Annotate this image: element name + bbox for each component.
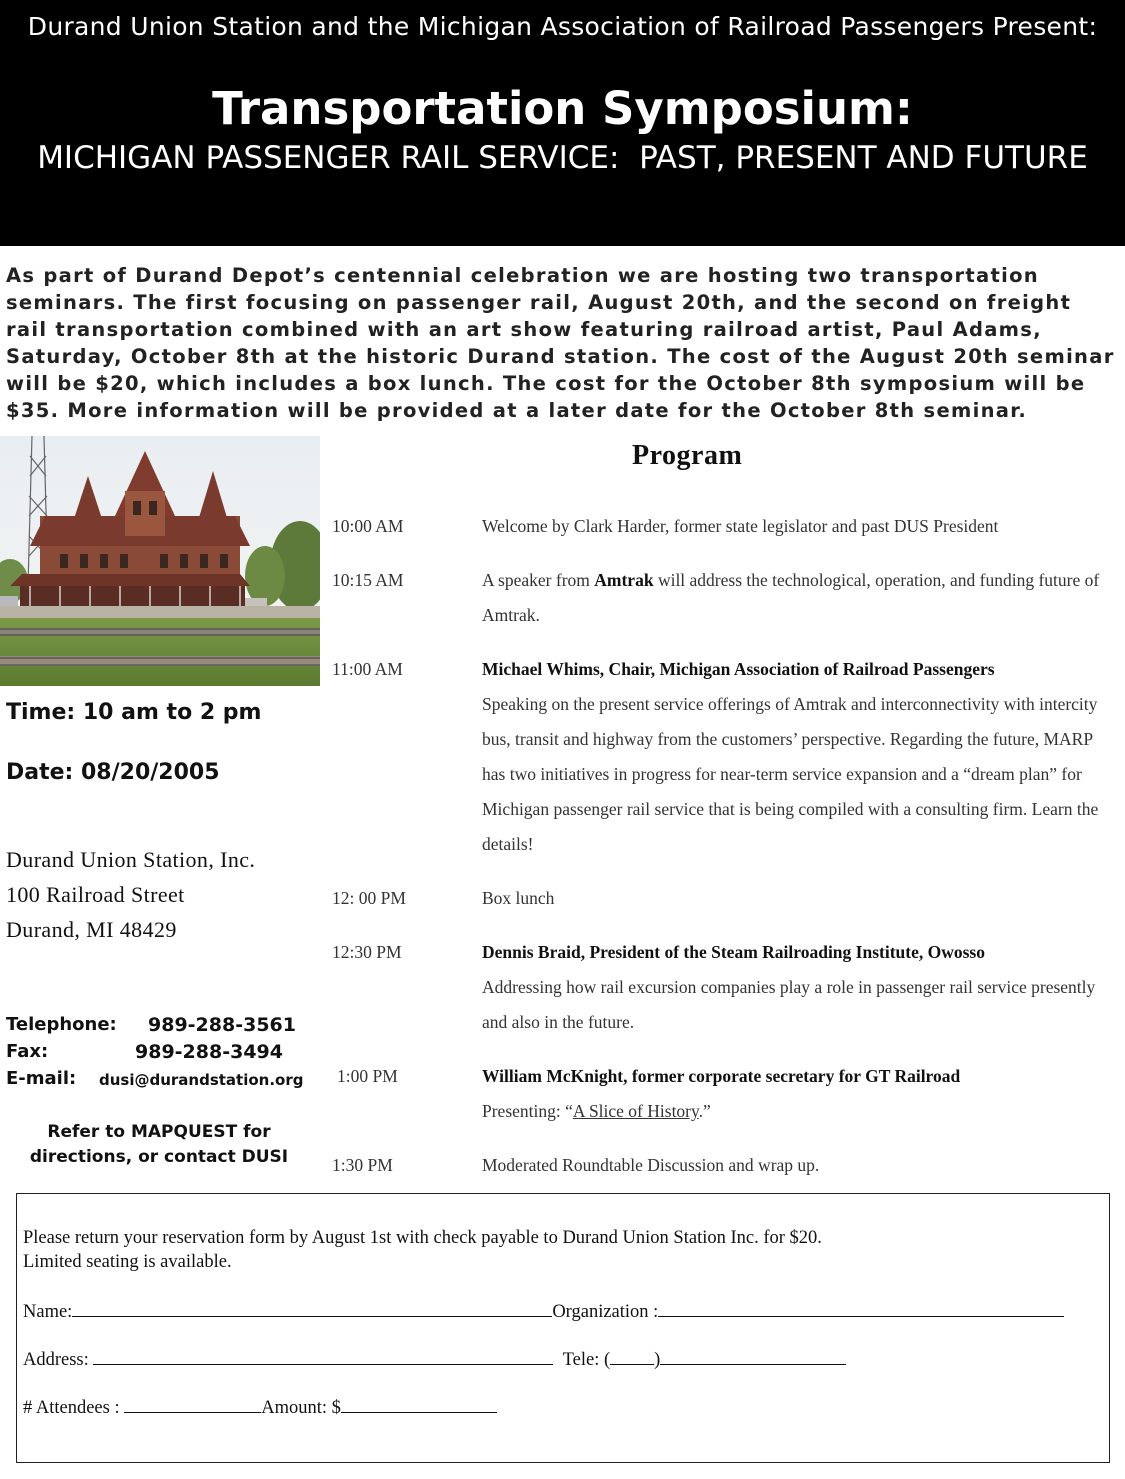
form-instructions-line-2: Limited seating is available. bbox=[23, 1252, 232, 1272]
name-label: Name: bbox=[23, 1302, 73, 1322]
program-item bbox=[482, 1059, 1118, 1129]
program-time: 12:30 PM bbox=[332, 942, 402, 962]
program-item-text: Moderated Roundtable Discussion and wrap up. bbox=[482, 1155, 820, 1175]
area-code-field[interactable] bbox=[610, 1346, 654, 1365]
program-item-text: Addressing how rail excursion companies play a role in passenger rail service presently and also in the future. bbox=[482, 977, 1096, 1032]
attendees-label: # Attendees : bbox=[23, 1398, 120, 1418]
event-date: Date: 08/20/2005 bbox=[6, 760, 220, 785]
tele-label: Tele: ( bbox=[562, 1350, 611, 1370]
program-time: 12: 00 PM bbox=[332, 888, 406, 908]
directions-line-1: Refer to MAPQUEST for bbox=[47, 1122, 271, 1142]
program-item-speaker: Amtrak bbox=[594, 570, 654, 590]
slice-of-history-link[interactable]: A Slice of History bbox=[572, 1101, 699, 1121]
program-item-text: Speaking on the present service offerings of Amtrak and interconnectivity with intercity bus, transit and highway from the customers’ perspective. Regarding the future, MARP has two initiatives in progress for near-term service expansion and a “dream plan” for Michigan passenger rail service that is being compiled with a consulting firm. Learn the details! bbox=[482, 694, 1099, 854]
program-time: 10:15 AM bbox=[332, 570, 404, 590]
program-time: 11:00 AM bbox=[332, 659, 403, 679]
email-address[interactable]: dusi@durandstation.org bbox=[99, 1071, 304, 1089]
organization-field[interactable] bbox=[658, 1298, 1064, 1317]
attendees-row bbox=[23, 1394, 497, 1419]
form-instructions bbox=[23, 1226, 822, 1274]
program-heading: Program bbox=[632, 440, 743, 471]
address-label: Address: bbox=[23, 1350, 89, 1370]
program-item-text: A speaker from bbox=[482, 570, 595, 590]
intro-paragraph: As part of Durand Depot’s centennial celebration we are hosting two transportation seminars. The first focusing on passenger rail, August 20th, and the second on freight rail transportation combined with an art show featuring railroad artist, Paul Adams, Saturday, October 8th at the historic Durand station. The cost of the August 20th seminar will be $20, which includes a box lunch. The cost for the October 8th symposium will be $35. More information will be provided at a later date for the October 8th seminar. bbox=[6, 264, 1115, 422]
program-item bbox=[482, 935, 1118, 1040]
header-banner bbox=[0, 0, 1125, 246]
program-item-text: will address the technological, operation, and funding future of Amtrak. bbox=[482, 570, 1100, 625]
directions-line-2: directions, or contact DUSI bbox=[29, 1147, 289, 1167]
venue-street: 100 Railroad Street bbox=[6, 882, 185, 907]
program-item bbox=[482, 652, 1118, 862]
telephone-field[interactable] bbox=[660, 1346, 846, 1365]
directions-note bbox=[0, 1120, 318, 1170]
program-item-text: Welcome by Clark Harder, former state legislator and past DUS President bbox=[482, 516, 999, 536]
attendees-field[interactable] bbox=[124, 1394, 261, 1413]
venue-name: Durand Union Station, Inc. bbox=[6, 847, 256, 872]
phone-number: 989-288-3561 bbox=[148, 1014, 296, 1036]
program-item bbox=[482, 1148, 1118, 1183]
contact-info bbox=[6, 1014, 326, 1095]
fax-label: Fax: bbox=[6, 1041, 49, 1062]
program-item-text: .” bbox=[698, 1101, 711, 1121]
page-title: Transportation Symposium: bbox=[212, 82, 913, 135]
form-instructions-line-1: Please return your reservation form by August 1st with check payable to Durand Union Station Inc. for $20. bbox=[23, 1228, 822, 1248]
address-row bbox=[23, 1346, 846, 1371]
program-item-speaker: Dennis Braid, President of the Steam Railroading Institute, Owosso bbox=[482, 942, 985, 962]
address-field[interactable] bbox=[93, 1346, 553, 1365]
program-item-text: Presenting: “ bbox=[482, 1101, 573, 1121]
name-row bbox=[23, 1298, 1064, 1323]
program-item bbox=[482, 563, 1118, 633]
program-time: 10:00 AM bbox=[332, 516, 404, 536]
reservation-form bbox=[16, 1193, 1110, 1463]
program-time: 1:00 PM bbox=[337, 1066, 398, 1086]
program-item-speaker: William McKnight, former corporate secretary for GT Railroad bbox=[482, 1066, 961, 1086]
program-time: 1:30 PM bbox=[332, 1155, 393, 1175]
program-item-speaker: Michael Whims, Chair, Michigan Association of Railroad Passengers bbox=[482, 659, 995, 679]
name-field[interactable] bbox=[72, 1298, 552, 1317]
station-photo bbox=[0, 436, 320, 686]
amount-field[interactable] bbox=[341, 1394, 497, 1413]
program-item-text: Box lunch bbox=[482, 888, 555, 908]
amount-label: Amount: $ bbox=[261, 1398, 341, 1418]
email-label: E-mail: bbox=[6, 1068, 77, 1089]
organization-label: Organization : bbox=[552, 1302, 659, 1322]
program-item bbox=[482, 881, 1118, 916]
fax-number: 989-288-3494 bbox=[135, 1041, 283, 1063]
durand-depot-illustration bbox=[0, 436, 320, 686]
phone-label: Telephone: bbox=[6, 1014, 117, 1035]
venue-address bbox=[6, 842, 255, 947]
event-time: Time: 10 am to 2 pm bbox=[6, 700, 262, 725]
program-item bbox=[482, 509, 1118, 544]
venue-city: Durand, MI 48429 bbox=[6, 917, 177, 942]
tele-paren: ) bbox=[654, 1350, 661, 1370]
page-subtitle: MICHIGAN PASSENGER RAIL SERVICE: PAST, PRESENT AND FUTURE bbox=[37, 140, 1088, 176]
presenter-line: Durand Union Station and the Michigan Association of Railroad Passengers Present: bbox=[27, 12, 1098, 41]
